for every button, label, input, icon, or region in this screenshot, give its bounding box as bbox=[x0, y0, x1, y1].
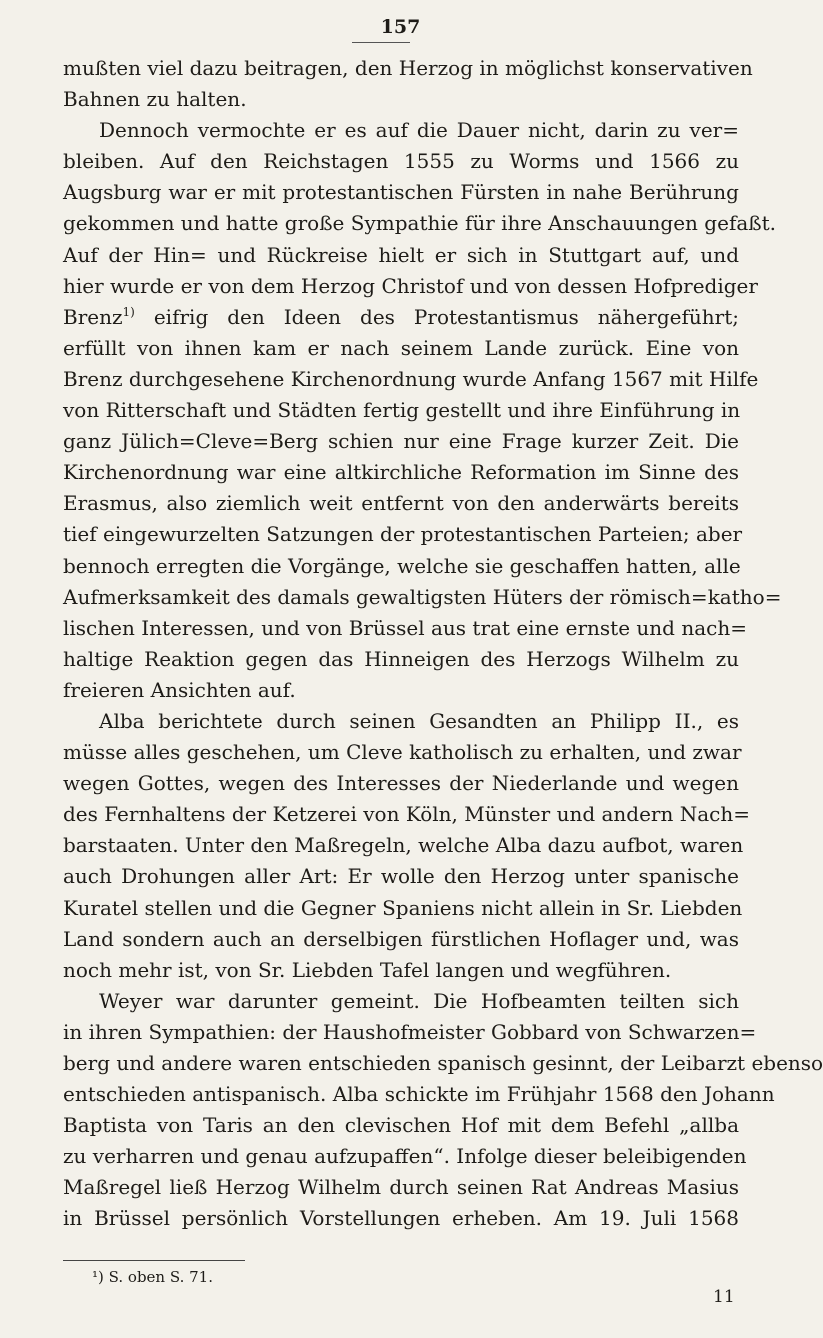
text-line: mußten viel dazu beitragen, den Herzog in möglichst konservativen bbox=[63, 56, 753, 80]
text-line: Auf der Hin= und Rückreise hielt er sich in Stuttgart auf, und bbox=[63, 242, 739, 267]
text-line: berg und andere waren entschieden spanisch gesinnt, der Leibarzt ebenso bbox=[63, 1051, 823, 1075]
text-line: ganz Jülich=Cleve=Berg schien nur eine Frage kurzer Zeit. Die bbox=[63, 429, 739, 454]
text-line: Kirchenordnung war eine altkirchliche Reformation im Sinne des bbox=[63, 460, 739, 485]
text-line: lischen Interessen, und von Brüssel aus trat eine ernste und nach= bbox=[63, 615, 747, 640]
text-line: in Brüssel persönlich Vorstellungen erheben. Am 19. Juli 1568 bbox=[63, 1206, 739, 1231]
text-line: freieren Ansichten auf. bbox=[63, 677, 296, 702]
text-line: haltige Reaktion gegen das Hinneigen des Herzogs Wilhelm zu bbox=[63, 646, 739, 671]
text-line: Kuratel stellen und die Gegner Spaniens nicht allein in Sr. Liebden bbox=[63, 895, 743, 920]
text-line: auch Drohungen aller Art: Er wolle den Herzog unter spanische bbox=[63, 864, 739, 889]
text-line: in ihren Sympathien: der Haushofmeister Gobbard von Schwarzen= bbox=[63, 1019, 757, 1044]
body-text bbox=[63, 53, 823, 1235]
text-line: bennoch erregten die Vorgänge, welche sie geschaffen hatten, alle bbox=[63, 553, 741, 578]
footnote-rule bbox=[63, 1260, 245, 1261]
text-line: tief eingewurzelten Satzungen der protestantischen Parteien; aber bbox=[63, 522, 743, 547]
page-number-rule bbox=[352, 42, 410, 43]
text-line: bleiben. Auf den Reichstagen 1555 zu Worms und 1566 zu bbox=[63, 149, 739, 174]
text-line: Maßregel ließ Herzog Wilhelm durch seinen Rat Andreas Masius bbox=[63, 1175, 739, 1200]
text-line: Brenz$^{1)}$ eifrig den Ideen des Protestantismus nähergeführt; bbox=[63, 304, 739, 329]
text-line: Erasmus, also ziemlich weit entfernt von den anderwärts bereits bbox=[63, 491, 739, 516]
text-line: Aufmerksamkeit des damals gewaltigsten Hüters der römisch=katho= bbox=[63, 584, 782, 609]
text-line: des Fernhaltens der Ketzerei von Köln, Münster und andern Nach= bbox=[63, 802, 750, 827]
footnote-marker: 1) bbox=[122, 304, 135, 319]
text-line: Land sondern auch an derselbigen fürstlichen Hoflager und, was bbox=[63, 926, 739, 951]
text-line: barstaaten. Unter den Maßregeln, welche Alba dazu aufbot, waren bbox=[63, 833, 744, 858]
text-line: müsse alles geschehen, um Cleve katholisch zu erhalten, und zwar bbox=[63, 740, 742, 765]
text-line: wegen Gottes, wegen des Interesses der Niederlande und wegen bbox=[63, 771, 739, 796]
signature-mark: 11 bbox=[713, 1287, 735, 1307]
text-line: entschieden antispanisch. Alba schickte im Frühjahr 1568 den Johann bbox=[63, 1082, 775, 1107]
text-line: Baptista von Taris an den clevischen Hof mit dem Befehl „allba bbox=[63, 1113, 739, 1138]
text-line: von Ritterschaft und Städten fertig gestellt und ihre Einführung in bbox=[63, 398, 741, 423]
text-line: gekommen und hatte große Sympathie für ihre Anschauungen gefaßt. bbox=[63, 211, 777, 236]
text-line: hier wurde er von dem Herzog Christof und von dessen Hofprediger bbox=[63, 273, 758, 298]
text-line: Augsburg war er mit protestantischen Fürsten in nahe Berührung bbox=[63, 180, 739, 205]
text-line: Bahnen zu halten. bbox=[63, 87, 247, 112]
text-line: noch mehr ist, von Sr. Liebden Tafel langen und wegführen. bbox=[63, 957, 672, 982]
text-line: Weyer war darunter gemeint. Die Hofbeamten teilten sich bbox=[99, 988, 739, 1013]
text-line: Brenz durchgesehene Kirchenordnung wurde Anfang 1567 mit Hilfe bbox=[63, 366, 759, 391]
text-line: Dennoch vermochte er es auf die Dauer nicht, darin zu ver= bbox=[99, 118, 739, 143]
text-line: zu verharren und genau aufzupaffen“. Infolge dieser beleibigenden bbox=[63, 1144, 747, 1169]
page-number: 157 bbox=[380, 16, 421, 38]
text-line: erfüllt von ihnen kam er nach seinem Lande zurück. Eine von bbox=[63, 335, 739, 360]
footnote: ¹) S. oben S. 71. bbox=[92, 1268, 213, 1286]
text-line: Alba berichtete durch seinen Gesandten an Philipp II., es bbox=[99, 708, 739, 733]
